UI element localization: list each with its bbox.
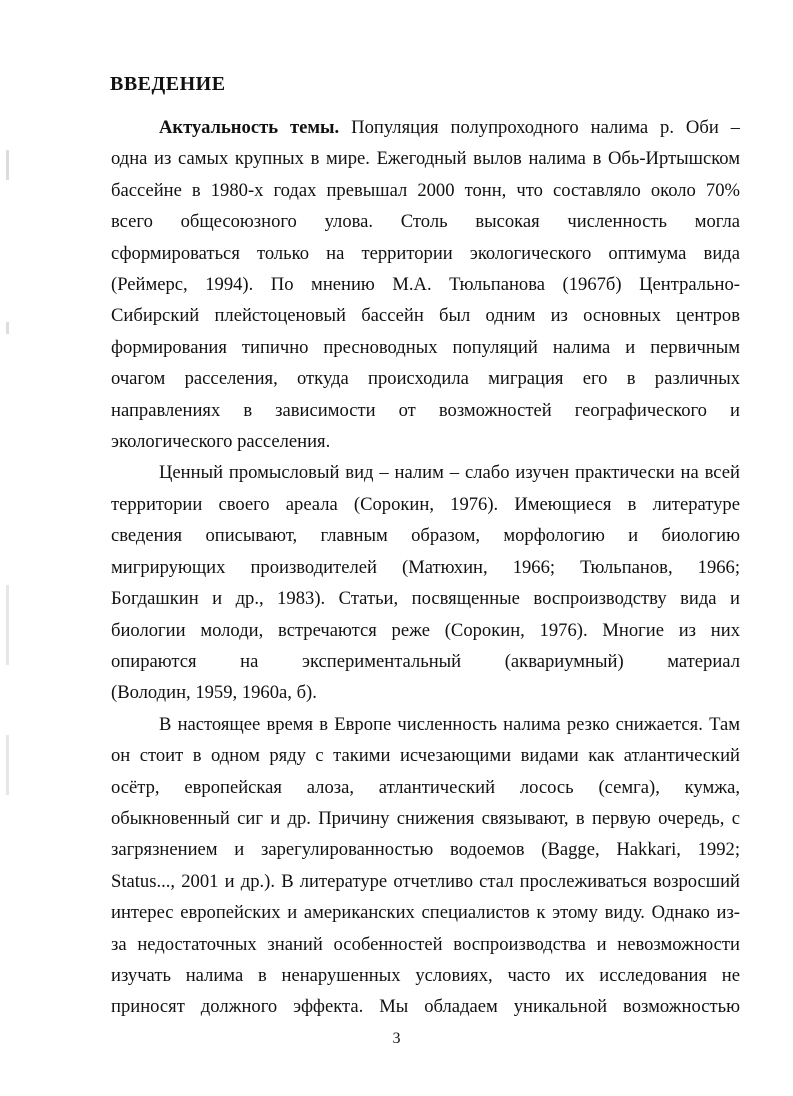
text-line-content: Популяция полупроходного налима р. Оби – <box>339 117 740 138</box>
paragraph <box>111 112 740 457</box>
scan-margin-mark <box>6 585 9 665</box>
paragraph <box>111 709 740 1023</box>
paragraph <box>111 457 740 708</box>
run-in-heading: Актуальность темы. <box>159 117 340 138</box>
text-line: приносят должного эффекта. Мы обладаем уникальной возможностью <box>111 996 740 1018</box>
text-line: формирования типично пресноводных популяций налима и первичным <box>111 336 740 358</box>
scan-margin-mark <box>6 150 9 180</box>
text-line <box>111 112 740 143</box>
text-line: всего общесоюзного улова. Столь высокая численность могла <box>111 211 740 233</box>
text-line: за недостаточных знаний особенностей воспроизводства и невозможности <box>111 933 740 955</box>
text-line: загрязнением и зарегулированностью водоемов (Bagge, Hakkari, 1992; <box>111 839 740 861</box>
text-line: интерес европейских и американских специалистов к этому виду. Однако из- <box>111 902 740 924</box>
text-line: направлениях в зависимости от возможностей географического и <box>111 399 740 421</box>
body-text <box>111 112 740 1023</box>
text-line: Status..., 2001 и др.). В литературе отчетливо стал прослеживаться возросший <box>111 870 740 892</box>
text-line: сформироваться только на территории экологического оптимума вида <box>111 242 740 264</box>
text-line: бассейне в 1980-х годах превышал 2000 тонн, что составляло около 70% <box>111 179 740 201</box>
text-line: биологии молоди, встречаются реже (Сорокин, 1976). Многие из них <box>111 619 740 641</box>
text-line: В настоящее время в Европе численность налима резко снижается. Там <box>159 713 740 735</box>
text-line: (Реймерс, 1994). По мнению М.А. Тюльпанова (1967б) Центрально- <box>111 274 740 296</box>
text-line: обыкновенный сиг и др. Причину снижения связывают, в первую очередь, с <box>111 807 740 829</box>
text-line: очагом расселения, откуда происходила миграция его в различных <box>111 368 740 390</box>
text-line: мигрирующих производителей (Матюхин, 1966; Тюльпанов, 1966; <box>111 556 740 578</box>
text-line: изучать налима в ненарушенных условиях, часто их исследования не <box>111 964 740 986</box>
text-line: (Володин, 1959, 1960а, б). <box>111 682 317 704</box>
text-line: Сибирский плейстоценовый бассейн был одним из основных центров <box>111 305 740 327</box>
text-line: Богдашкин и др., 1983). Статьи, посвященные воспроизводству вида и <box>111 588 740 610</box>
scan-margin-mark <box>6 735 9 795</box>
text-line: он стоит в одном ряду с такими исчезающими видами как атлантический <box>111 745 740 767</box>
page-number: 3 <box>392 1030 401 1047</box>
text-line: территории своего ареала (Сорокин, 1976). Имеющиеся в литературе <box>111 493 740 515</box>
text-line: опираются на экспериментальный (аквариумный) материал <box>111 650 740 672</box>
text-line: экологического расселения. <box>111 431 331 453</box>
section-heading: ВВЕДЕНИЕ <box>110 73 226 95</box>
scan-margin-mark <box>6 322 9 334</box>
text-line: сведения описывают, главным образом, морфологию и биологию <box>111 525 740 547</box>
text-line: Ценный промысловый вид – налим – слабо изучен практически на всей <box>159 462 740 484</box>
text-line: одна из самых крупных в мире. Ежегодный вылов налима в Обь-Иртышском <box>111 148 740 170</box>
text-line: осётр, европейская алоза, атлантический лосось (семга), кумжа, <box>111 776 740 798</box>
